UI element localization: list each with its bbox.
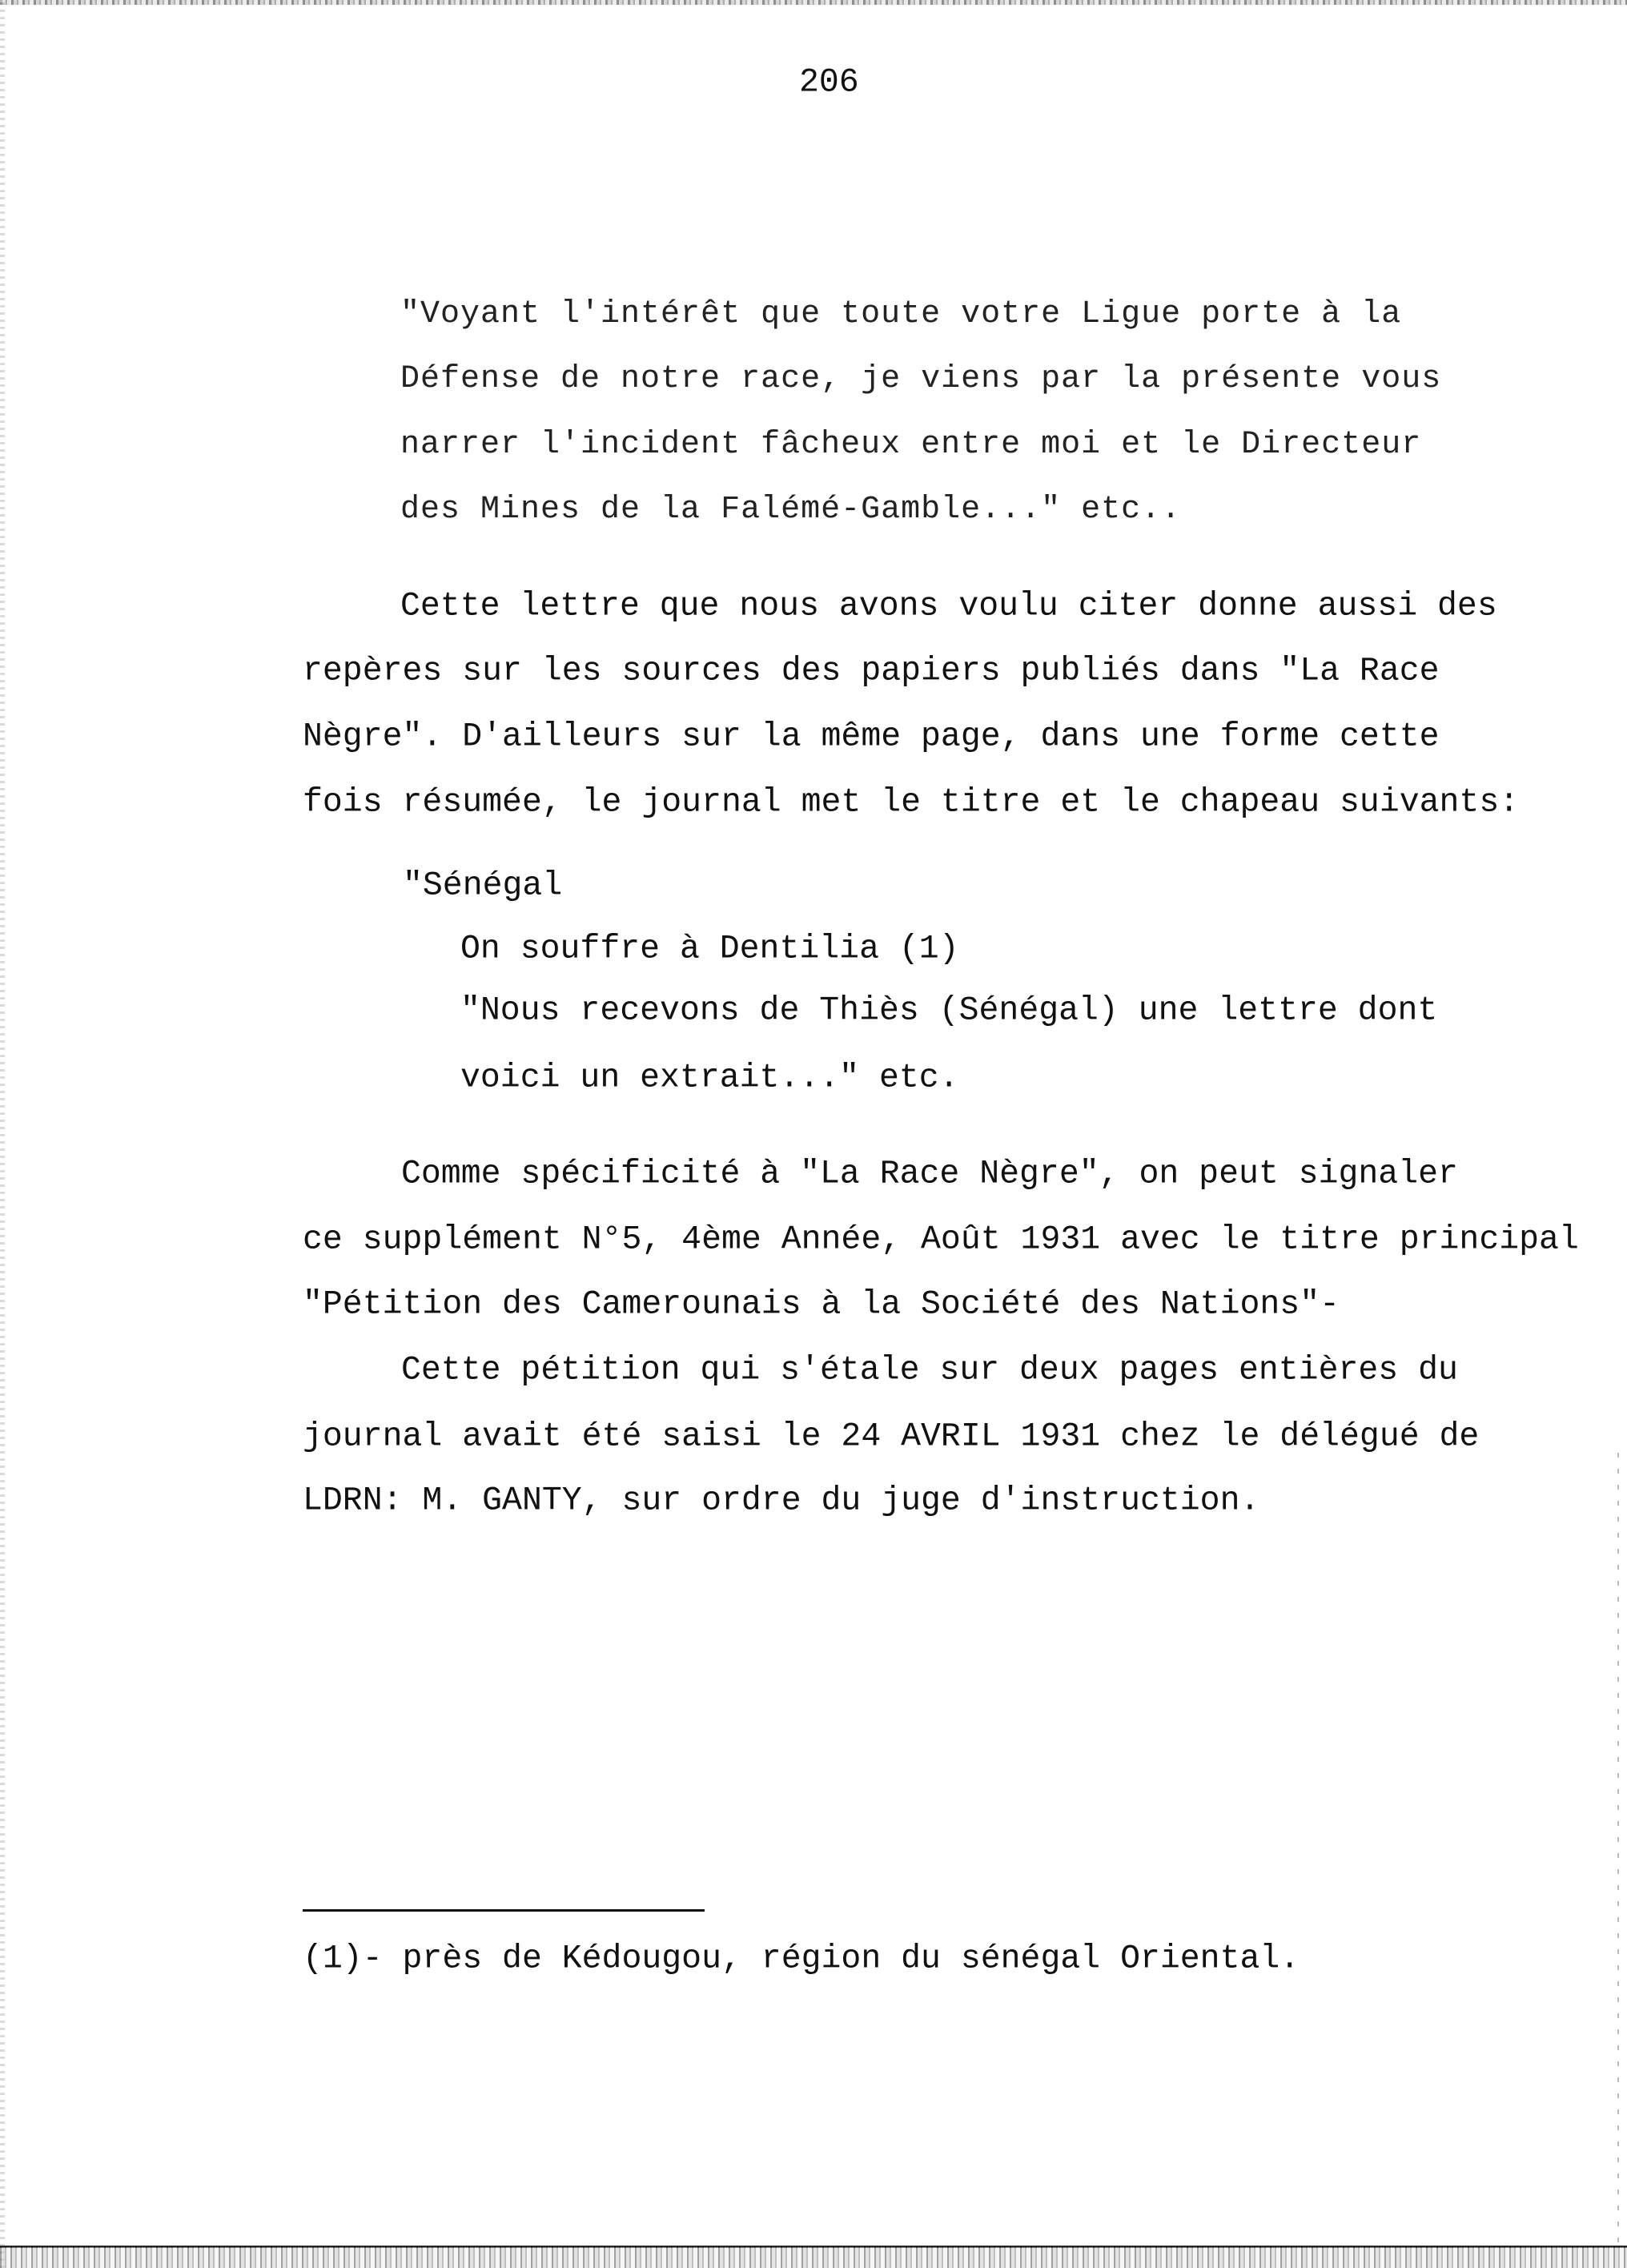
quote-line: "Voyant l'intérêt que toute votre Ligue porte à la (400, 296, 1402, 332)
scan-left-edge (0, 0, 5, 2268)
text-line: Cette pétition qui s'étale sur deux pages entières du (401, 1351, 1458, 1389)
quote-line: Défense de notre race, je viens par la présente vous (400, 361, 1442, 397)
citation-title: On souffre à Dentilia (1) (460, 930, 959, 968)
text-line: Comme spécificité à "La Race Nègre", on peut signaler (401, 1155, 1458, 1193)
text-line: "Pétition des Camerounais à la Société des Nations"- (303, 1285, 1340, 1324)
footnote: (1)- près de Kédougou, région du sénégal Oriental. (303, 1940, 1300, 1978)
text-line: fois résumée, le journal met le titre et le chapeau suivants: (303, 783, 1520, 822)
citation-heading: "Sénégal (403, 867, 563, 905)
scan-top-border (0, 0, 1627, 5)
text-line: Cette lettre que nous avons voulu citer donne aussi des (400, 587, 1497, 625)
text-line: journal avait été saisi le 24 AVRIL 1931 chez le délégué de (303, 1418, 1480, 1456)
citation-line: voici un extrait..." etc. (460, 1059, 959, 1097)
quote-line: des Mines de la Falémé-Gamble..." etc.. (400, 492, 1182, 528)
text-line: ce supplément N°5, 4ème Année, Août 1931 avec le titre principal (303, 1220, 1579, 1259)
citation-line: "Nous recevons de Thiès (Sénégal) une lettre dont (460, 991, 1438, 1030)
text-line: LDRN: M. GANTY, sur ordre du juge d'instruction. (303, 1482, 1260, 1520)
page-number: 206 (799, 63, 859, 102)
scan-bottom-border (0, 2247, 1627, 2268)
text-line: repères sur les sources des papiers publiés dans "La Race (303, 652, 1440, 690)
footnote-separator (303, 1909, 705, 1912)
quote-line: narrer l'incident fâcheux entre moi et le Directeur (400, 427, 1422, 463)
scan-right-edge (1617, 1442, 1619, 2242)
text-line: Nègre". D'ailleurs sur la même page, dans une forme cette (303, 718, 1440, 756)
